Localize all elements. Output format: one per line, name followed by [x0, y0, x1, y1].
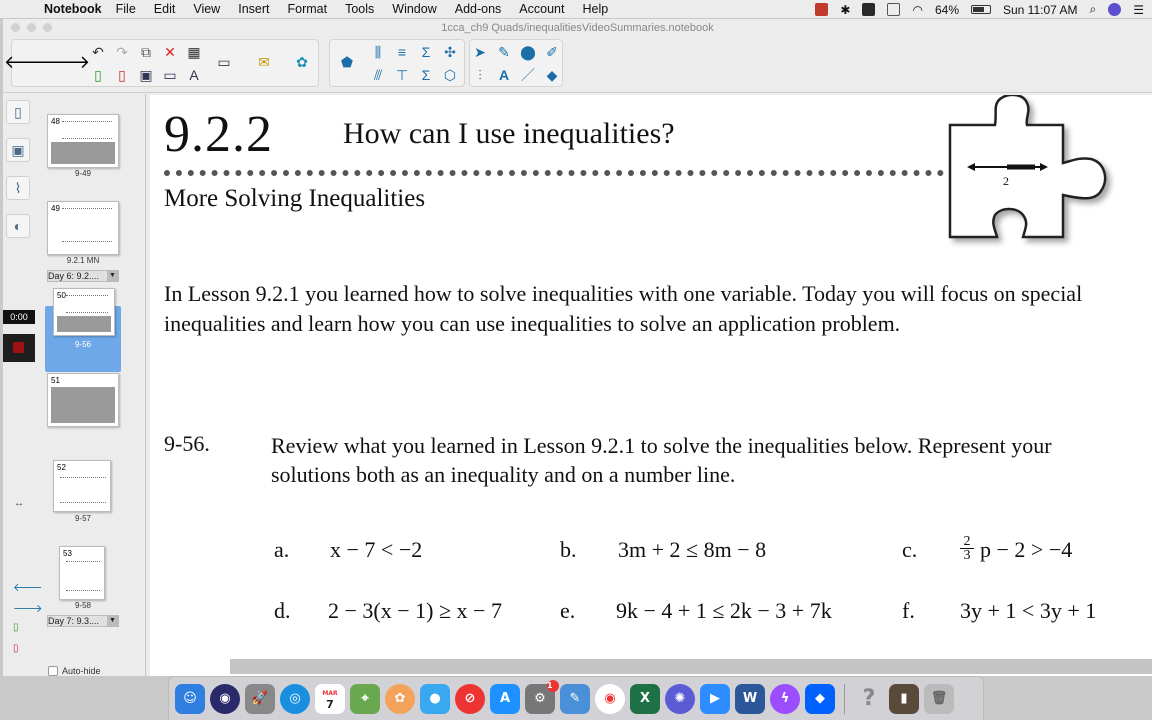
- page-number: 51: [51, 376, 60, 385]
- minimize-window-button[interactable]: [27, 23, 36, 32]
- thumbnail-content: [66, 295, 108, 313]
- page-sorter-tab-icon[interactable]: ▯: [6, 100, 30, 124]
- notebook-app-icon[interactable]: ✎: [560, 684, 590, 714]
- screen-status-icon[interactable]: [887, 3, 900, 16]
- page-caption: 9-58: [74, 601, 91, 610]
- menu-account[interactable]: Account: [519, 2, 565, 16]
- battery-percent[interactable]: 64%: [934, 2, 959, 17]
- expand-sidebar-icon[interactable]: ↔: [14, 498, 24, 509]
- lesson-number: 9.2.2: [164, 106, 273, 163]
- inequality-a: x − 7 < −2: [330, 537, 423, 562]
- close-window-button[interactable]: [11, 23, 20, 32]
- item-label: f.: [902, 598, 915, 623]
- dock-separator: [844, 684, 845, 714]
- zoom-window-button[interactable]: [43, 23, 52, 32]
- polygon-icon[interactable]: ⬡: [443, 66, 457, 83]
- wifi-icon[interactable]: ◠: [912, 2, 923, 17]
- dotted-divider: [164, 170, 944, 180]
- clock[interactable]: Sun 11:07 AM: [1003, 2, 1078, 17]
- sidebar-tabs: [6, 100, 32, 252]
- intro-paragraph: In Lesson 9.2.1 you learned how to solve inequalities with one variable. Today you will focus on special inequalities and learn how you can use inequalities to solve an application problem.: [164, 281, 1083, 336]
- menu-tools[interactable]: Tools: [345, 2, 375, 16]
- app-menu[interactable]: Notebook: [44, 2, 102, 16]
- chevron-down-icon[interactable]: ▼: [107, 271, 118, 281]
- thumbnail-content: [66, 561, 100, 591]
- page-caption: 9-57: [74, 514, 91, 523]
- auto-hide-label: Auto-hide: [62, 666, 101, 676]
- page-group-label: Day 6: 9.2....: [48, 271, 100, 281]
- move-right-icon[interactable]: 🡒: [13, 603, 43, 615]
- gear-status-icon[interactable]: ✱: [840, 2, 851, 17]
- item-label: c.: [902, 537, 918, 562]
- fraction-denominator: 3: [960, 548, 974, 562]
- photos-icon[interactable]: ✿: [385, 684, 415, 714]
- delete-page-icon[interactable]: ▯: [13, 643, 19, 654]
- inequality-c: p − 2 > −4: [980, 537, 1073, 562]
- page-caption: 9.2.1 MN: [66, 256, 100, 265]
- page-number: 53: [63, 549, 72, 558]
- response-icon[interactable]: ✉: [258, 53, 270, 70]
- chrome-icon[interactable]: ◉: [595, 684, 625, 714]
- horizontal-scrollbar[interactable]: [230, 659, 1152, 674]
- thumbnail-content: [62, 121, 112, 139]
- problem-number: 9-56.: [164, 431, 210, 456]
- dock: [168, 676, 984, 720]
- notebook-window: [3, 19, 1152, 676]
- menu-view[interactable]: View: [193, 2, 221, 16]
- item-label: b.: [560, 537, 577, 562]
- item-label: e.: [560, 598, 576, 623]
- puzzle-number: 2: [1003, 174, 1009, 188]
- system-preferences-icon[interactable]: ⚙ 1: [525, 684, 555, 714]
- status-area: [815, 0, 1144, 19]
- spotlight-search-icon[interactable]: ⌕: [1089, 2, 1097, 16]
- problem-text: Review what you learned in Lesson 9.2.1 to solve the inequalities below. Represent your solutions both as an inequality and on a number line.: [271, 433, 1052, 487]
- distribute-icon[interactable]: ✣: [444, 43, 456, 60]
- inequality-e: 9k − 4 + 1 ≤ 2k − 3 + 7k: [616, 598, 832, 623]
- inequality-d: 2 − 3(x − 1) ≥ x − 7: [328, 598, 502, 623]
- page-thumbnail[interactable]: [59, 546, 105, 600]
- messages-icon[interactable]: ●: [420, 684, 450, 714]
- record-stop-icon: [13, 342, 24, 353]
- chevron-down-icon[interactable]: ▼: [107, 616, 118, 626]
- maps-icon[interactable]: ⌖: [350, 684, 380, 714]
- attachments-tab-icon[interactable]: ⌇: [6, 176, 30, 200]
- undo-icon[interactable]: ↶: [92, 43, 104, 60]
- fill-icon[interactable]: ⬤: [520, 43, 536, 60]
- delete-icon[interactable]: ✕: [164, 43, 176, 60]
- page-thumbnail[interactable]: [47, 201, 119, 255]
- puzzle-piece-icon: [945, 95, 1115, 255]
- table-icon[interactable]: ▦: [187, 43, 201, 60]
- recording-timer: 0:00: [3, 310, 35, 324]
- menu-help[interactable]: Help: [582, 2, 609, 16]
- lesson-subtitle: More Solving Inequalities: [164, 185, 426, 212]
- launchpad-icon[interactable]: 🚀: [245, 684, 275, 714]
- text-tool-icon[interactable]: A: [189, 67, 199, 83]
- menu-edit[interactable]: Edit: [153, 2, 176, 16]
- battery-icon[interactable]: [971, 5, 991, 14]
- thumbnail-shade: [51, 387, 115, 423]
- gallery-tab-icon[interactable]: ▣: [6, 138, 30, 162]
- fraction-numerator: 2: [963, 534, 971, 549]
- page-group-header[interactable]: [47, 615, 119, 627]
- page-number: 48: [51, 117, 60, 126]
- item-label: a.: [274, 537, 290, 562]
- page-group-label: Day 7: 9.3....: [48, 616, 100, 626]
- add-page-icon[interactable]: ▯: [13, 622, 19, 633]
- next-page-button[interactable]: 🡒: [41, 51, 91, 72]
- page-number: 49: [51, 204, 60, 213]
- thumbnail-shade: [57, 316, 111, 332]
- app-status-icon[interactable]: [815, 3, 828, 16]
- menu-insert[interactable]: Insert: [238, 2, 270, 16]
- auto-hide-toggle[interactable]: [48, 666, 101, 676]
- menu-format[interactable]: Format: [287, 2, 328, 16]
- display-icon[interactable]: ▭: [217, 53, 231, 70]
- page-group-header[interactable]: [47, 270, 119, 282]
- notification-center-icon[interactable]: ☰: [1133, 2, 1144, 17]
- window-titlebar: [3, 19, 1152, 37]
- previous-page-button[interactable]: 🡐: [3, 51, 53, 72]
- notebook-page[interactable]: [150, 95, 1152, 676]
- menu-add-ons[interactable]: Add-ons: [454, 2, 502, 16]
- open-file-icon[interactable]: ▯: [118, 66, 126, 83]
- dropbox-icon[interactable]: ◆: [805, 684, 835, 714]
- align-bottom-icon[interactable]: ⫻: [373, 66, 383, 83]
- page-number: 52: [57, 463, 66, 472]
- align-top-icon[interactable]: ⊤: [395, 66, 409, 83]
- inequality-b: 3m + 2 ≤ 8m − 8: [618, 537, 767, 562]
- news-icon[interactable]: ⊘: [455, 684, 485, 714]
- page-number: 50: [57, 291, 66, 300]
- eraser-icon[interactable]: ◆: [546, 66, 558, 83]
- calendar-day: 7: [326, 697, 334, 711]
- recent-document-icon[interactable]: ▮: [889, 684, 919, 714]
- align-right-icon[interactable]: ≡: [397, 44, 407, 60]
- page-sorter-sidebar: [3, 94, 146, 676]
- page-thumbnail[interactable]: [47, 114, 119, 168]
- text-icon[interactable]: A: [498, 67, 510, 83]
- page-thumbnail-selected[interactable]: [53, 288, 115, 336]
- app-store-icon[interactable]: A: [490, 684, 520, 714]
- toolbar: [3, 37, 1152, 93]
- shape-icon[interactable]: ⬟: [340, 53, 354, 70]
- word-icon[interactable]: W: [735, 684, 765, 714]
- slack-status-icon[interactable]: [862, 3, 875, 16]
- notification-badge: 1: [547, 680, 559, 692]
- new-page-icon[interactable]: ▯: [94, 66, 102, 83]
- menu-window[interactable]: Window: [392, 2, 437, 16]
- addon-icon[interactable]: ✿: [296, 53, 308, 70]
- pen-icon[interactable]: ✎: [498, 43, 510, 60]
- menu-bar: [0, 0, 1152, 19]
- zoom-icon[interactable]: ▶: [700, 684, 730, 714]
- redo-icon[interactable]: ↷: [116, 43, 128, 60]
- help-icon[interactable]: ?: [862, 686, 876, 711]
- thumbnail-content: [60, 477, 106, 503]
- finder-icon[interactable]: ☺: [175, 684, 205, 714]
- move-left-icon[interactable]: 🡐: [13, 582, 43, 594]
- clone-icon[interactable]: ⧉: [141, 43, 151, 60]
- page-thumbnail[interactable]: [53, 460, 111, 512]
- trash-icon[interactable]: 🗑: [924, 684, 954, 714]
- sum-tool-icon[interactable]: Σ: [421, 67, 431, 83]
- settings-flower-icon[interactable]: ✺: [665, 684, 695, 714]
- page-caption: 9-56: [74, 340, 91, 349]
- auto-hide-checkbox[interactable]: [48, 666, 58, 676]
- select-arrow-icon[interactable]: ➤: [474, 43, 486, 60]
- page-thumbnail[interactable]: [47, 373, 119, 427]
- calendar-month: MAR: [322, 689, 338, 697]
- align-icon[interactable]: ⫼: [374, 43, 382, 60]
- inequality-f: 3y + 1 < 3y + 1: [960, 598, 1097, 623]
- messenger-icon[interactable]: ϟ: [770, 684, 800, 714]
- record-button[interactable]: [3, 334, 35, 362]
- thumbnail-content: [62, 208, 112, 242]
- lesson-question: How can I use inequalities?: [343, 117, 675, 150]
- window-title: 1cca_ch9 Quads/inequalitiesVideoSummaries.notebook: [441, 22, 714, 34]
- siri-icon[interactable]: ◉: [210, 684, 240, 714]
- properties-tab-icon[interactable]: ◐: [6, 214, 30, 238]
- save-icon[interactable]: ▣: [139, 66, 153, 83]
- menu-file[interactable]: File: [115, 2, 136, 16]
- thumbnail-shade: [51, 142, 115, 164]
- line-icon[interactable]: ／: [521, 67, 535, 83]
- item-label: d.: [274, 598, 291, 623]
- fraction-two-thirds: [960, 535, 974, 562]
- excel-icon[interactable]: X: [630, 684, 660, 714]
- calendar-icon[interactable]: [315, 684, 345, 714]
- screen-shade-icon[interactable]: ▭: [163, 66, 177, 83]
- creative-pen-icon[interactable]: ⫶: [478, 66, 482, 83]
- sum-icon[interactable]: Σ: [421, 44, 431, 60]
- highlighter-icon[interactable]: ✐: [546, 43, 558, 60]
- siri-icon[interactable]: [1108, 3, 1121, 16]
- window-controls: [11, 23, 52, 32]
- page-caption: 9-49: [74, 169, 91, 178]
- safari-icon[interactable]: ◎: [280, 684, 310, 714]
